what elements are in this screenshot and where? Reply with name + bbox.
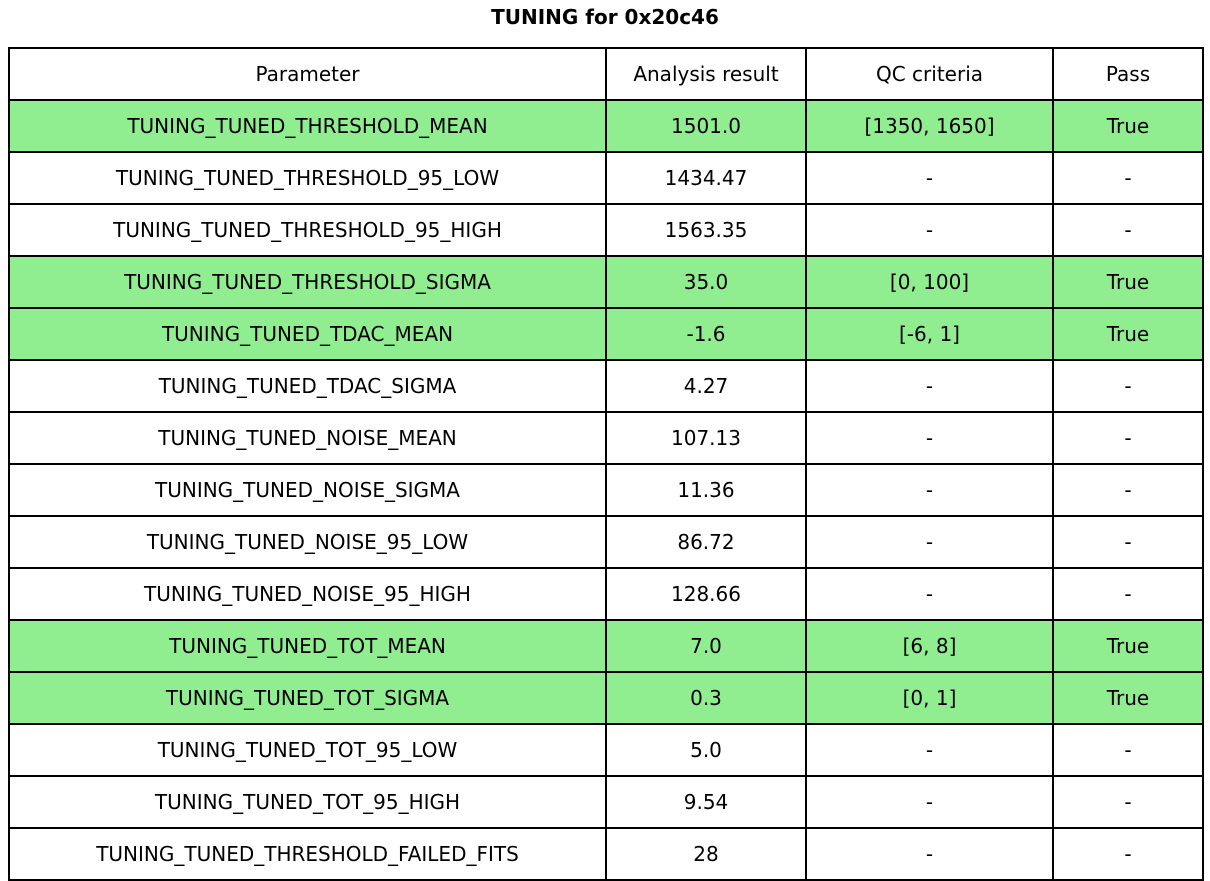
analysis-result-cell: 1434.47 bbox=[606, 152, 806, 204]
qc-criteria-cell: - bbox=[806, 412, 1053, 464]
table-row bbox=[9, 828, 1203, 880]
pass-cell: - bbox=[1053, 516, 1203, 568]
parameter-cell: TUNING_TUNED_THRESHOLD_95_LOW bbox=[9, 152, 606, 204]
pass-cell: - bbox=[1053, 412, 1203, 464]
pass-cell: - bbox=[1053, 152, 1203, 204]
parameter-cell: TUNING_TUNED_NOISE_95_LOW bbox=[9, 516, 606, 568]
column-header-qc-criteria: QC criteria bbox=[806, 48, 1053, 100]
parameter-cell: TUNING_TUNED_THRESHOLD_FAILED_FITS bbox=[9, 828, 606, 880]
table-row bbox=[9, 672, 1203, 724]
parameter-cell: TUNING_TUNED_THRESHOLD_SIGMA bbox=[9, 256, 606, 308]
qc-criteria-cell: [0, 100] bbox=[806, 256, 1053, 308]
table-row bbox=[9, 724, 1203, 776]
analysis-result-cell: 35.0 bbox=[606, 256, 806, 308]
page-title: TUNING for 0x20c46 bbox=[491, 5, 719, 29]
table-row bbox=[9, 776, 1203, 828]
column-header-parameter: Parameter bbox=[9, 48, 606, 100]
pass-cell: True bbox=[1053, 100, 1203, 152]
analysis-result-cell: 5.0 bbox=[606, 724, 806, 776]
analysis-result-cell: 1563.35 bbox=[606, 204, 806, 256]
table-row bbox=[9, 412, 1203, 464]
table-row bbox=[9, 256, 1203, 308]
parameter-cell: TUNING_TUNED_THRESHOLD_MEAN bbox=[9, 100, 606, 152]
table-row bbox=[9, 100, 1203, 152]
parameter-cell: TUNING_TUNED_THRESHOLD_95_HIGH bbox=[9, 204, 606, 256]
qc-criteria-cell: [1350, 1650] bbox=[806, 100, 1053, 152]
header-row bbox=[9, 48, 1203, 100]
table-row bbox=[9, 620, 1203, 672]
analysis-result-cell: 128.66 bbox=[606, 568, 806, 620]
qc-criteria-cell: [6, 8] bbox=[806, 620, 1053, 672]
table-row bbox=[9, 568, 1203, 620]
parameter-cell: TUNING_TUNED_TOT_MEAN bbox=[9, 620, 606, 672]
analysis-result-cell: 7.0 bbox=[606, 620, 806, 672]
parameter-cell: TUNING_TUNED_TOT_SIGMA bbox=[9, 672, 606, 724]
qc-criteria-cell: - bbox=[806, 464, 1053, 516]
qc-criteria-cell: - bbox=[806, 828, 1053, 880]
qc-criteria-cell: [0, 1] bbox=[806, 672, 1053, 724]
pass-cell: - bbox=[1053, 828, 1203, 880]
analysis-result-cell: 11.36 bbox=[606, 464, 806, 516]
pass-cell: True bbox=[1053, 620, 1203, 672]
pass-cell: - bbox=[1053, 464, 1203, 516]
analysis-result-cell: 28 bbox=[606, 828, 806, 880]
analysis-result-cell: 1501.0 bbox=[606, 100, 806, 152]
pass-cell: - bbox=[1053, 360, 1203, 412]
pass-cell: - bbox=[1053, 776, 1203, 828]
analysis-result-cell: 0.3 bbox=[606, 672, 806, 724]
table-row bbox=[9, 516, 1203, 568]
pass-cell: True bbox=[1053, 256, 1203, 308]
pass-cell: - bbox=[1053, 568, 1203, 620]
parameter-cell: TUNING_TUNED_NOISE_MEAN bbox=[9, 412, 606, 464]
analysis-result-cell: 86.72 bbox=[606, 516, 806, 568]
parameter-cell: TUNING_TUNED_TDAC_SIGMA bbox=[9, 360, 606, 412]
table-row bbox=[9, 308, 1203, 360]
pass-cell: True bbox=[1053, 672, 1203, 724]
qc-criteria-cell: - bbox=[806, 204, 1053, 256]
column-header-analysis-result: Analysis result bbox=[606, 48, 806, 100]
qc-results-table bbox=[8, 47, 1204, 881]
parameter-cell: TUNING_TUNED_NOISE_SIGMA bbox=[9, 464, 606, 516]
parameter-cell: TUNING_TUNED_TOT_95_LOW bbox=[9, 724, 606, 776]
qc-criteria-cell: - bbox=[806, 152, 1053, 204]
parameter-cell: TUNING_TUNED_TDAC_MEAN bbox=[9, 308, 606, 360]
analysis-result-cell: 107.13 bbox=[606, 412, 806, 464]
table-row bbox=[9, 204, 1203, 256]
qc-criteria-cell: - bbox=[806, 516, 1053, 568]
pass-cell: - bbox=[1053, 724, 1203, 776]
analysis-result-cell: 4.27 bbox=[606, 360, 806, 412]
pass-cell: True bbox=[1053, 308, 1203, 360]
table-row bbox=[9, 360, 1203, 412]
qc-criteria-cell: - bbox=[806, 568, 1053, 620]
qc-criteria-cell: - bbox=[806, 776, 1053, 828]
parameter-cell: TUNING_TUNED_TOT_95_HIGH bbox=[9, 776, 606, 828]
analysis-result-cell: -1.6 bbox=[606, 308, 806, 360]
qc-criteria-cell: - bbox=[806, 724, 1053, 776]
column-header-pass: Pass bbox=[1053, 48, 1203, 100]
table-row bbox=[9, 152, 1203, 204]
parameter-cell: TUNING_TUNED_NOISE_95_HIGH bbox=[9, 568, 606, 620]
qc-criteria-cell: - bbox=[806, 360, 1053, 412]
table-row bbox=[9, 464, 1203, 516]
analysis-result-cell: 9.54 bbox=[606, 776, 806, 828]
qc-criteria-cell: [-6, 1] bbox=[806, 308, 1053, 360]
pass-cell: - bbox=[1053, 204, 1203, 256]
